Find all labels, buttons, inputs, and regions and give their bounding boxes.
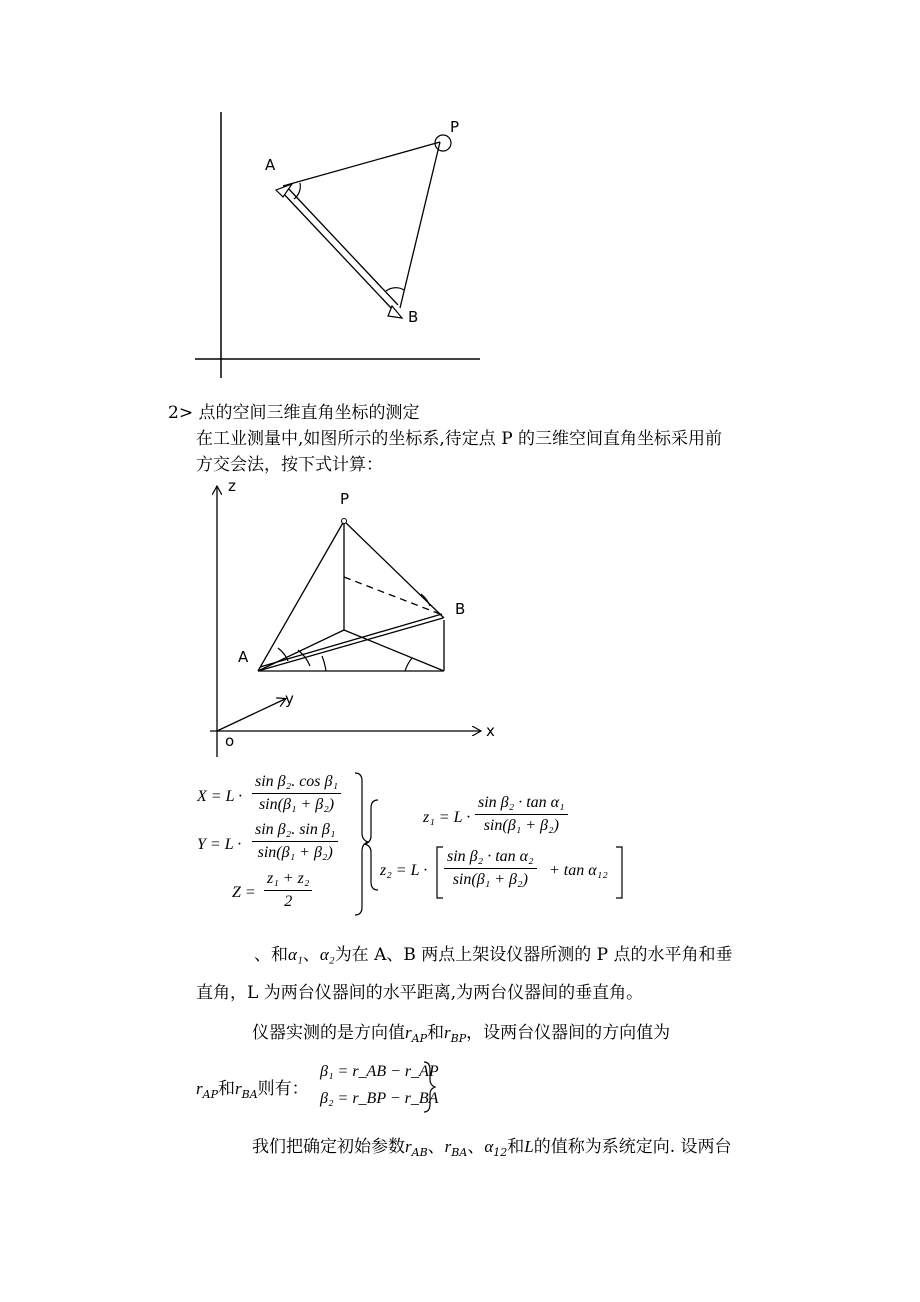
body-paragraph-2 (252, 1022, 670, 1050)
p3-r-ap-sub: AP (202, 1088, 218, 1101)
body-paragraph-1-line-2: 直角，L 为两台仪器间的水平距离,为两台仪器间的垂直角。 (196, 983, 644, 1003)
p4-and: 和 (507, 1137, 525, 1157)
formula-x-lhs: X = L · (197, 788, 243, 805)
p4-sep1: 、 (427, 1137, 445, 1157)
section-heading: 2> 点的空间三维直角坐标的测定 (168, 403, 420, 423)
p1-text-a: 、和 (254, 945, 288, 965)
paragraph-line-1: 在工业测量中,如图所示的坐标系,待定点 P 的三维空间直角坐标采用前 (196, 429, 723, 449)
label-p2: P (340, 490, 350, 508)
formula-z2-tail: + tan α₁₂ (549, 862, 608, 879)
formula-z2-denominator: sin(β₁ + β₂) (452, 871, 528, 888)
formula-z1-numerator: sin β₂ · tan α₁ (475, 794, 568, 815)
formula-y-lhs: Y = L · (197, 836, 242, 853)
body-paragraph-3 (196, 1078, 309, 1106)
paragraph-line-2: 方交会法，按下式计算： (196, 455, 383, 475)
p4-text-a: 我们把确定初始参数 (252, 1137, 405, 1157)
p2-r-ap: r (405, 1023, 412, 1042)
formula-z-numerator: z₁ + z₂ (264, 870, 312, 891)
label-o: o (225, 732, 235, 750)
p3-r-ba-sub: BA (241, 1088, 258, 1101)
p4-r-ab-sub: AB (411, 1146, 428, 1159)
label-p: P (450, 118, 460, 136)
formula-y-denominator: sin(β₁ + β₂) (257, 844, 333, 861)
p4-L: L (524, 1137, 534, 1156)
label-b: B (408, 308, 419, 326)
formula-z1-lhs: z₁ = L · (423, 809, 471, 826)
formula-z-lhs: Z = (232, 884, 256, 901)
p3-then: 则有： (257, 1079, 309, 1099)
beta1-equation: β₁ = r_AB − r_AP (320, 1063, 439, 1080)
body-paragraph-4 (252, 1136, 732, 1164)
formula-z1-denominator: sin(β₁ + β₂) (483, 817, 559, 834)
p1-alpha1: α₁ (288, 945, 303, 964)
p4-r-ba: r (444, 1137, 452, 1156)
p2-and: 和 (426, 1023, 444, 1043)
p2-r-bp: r (443, 1023, 451, 1042)
beta2-equation: β₂ = r_BP − r_BA (320, 1090, 439, 1107)
p1-alpha2: α₂ (319, 945, 335, 964)
body-paragraph-1-line-1 (254, 944, 733, 966)
formula-z2-fraction (444, 848, 537, 889)
formula-x-denominator: sin(β₁ + β₂) (258, 796, 335, 813)
p3-r-ba: r (234, 1079, 242, 1098)
label-y: y (285, 690, 294, 708)
formula-y-numerator: sin β₂. sin β₁ (252, 821, 338, 842)
label-a2: A (238, 648, 249, 666)
p4-alpha-sub: 12 (493, 1146, 508, 1159)
p1-text-b: 为在 A、B 两点上架设仪器所测的 P 点的水平角和垂 (334, 945, 733, 965)
formula-z1-fraction (475, 794, 568, 835)
p2-r-ap-sub: AP (411, 1032, 427, 1045)
p4-r-ab: r (405, 1137, 412, 1156)
p2-text-a: 仪器实测的是方向值 (252, 1023, 405, 1043)
p2-text-b: ，设两台仪器间的方向值为 (466, 1023, 671, 1043)
p2-r-bp-sub: BP (450, 1032, 467, 1045)
label-b2: B (455, 600, 466, 618)
formula-z2-numerator: sin β₂ · tan α₂ (444, 848, 537, 869)
label-z: z (228, 477, 236, 495)
formula-z-denominator: 2 (284, 893, 293, 910)
p3-r-ap: r (196, 1079, 203, 1098)
p4-alpha: α (484, 1137, 494, 1156)
p4-r-ba-sub: BA (451, 1146, 468, 1159)
p3-and: 和 (217, 1079, 235, 1099)
label-a: A (265, 156, 276, 174)
formula-x-numerator: sin β₂. cos β₁ (252, 773, 341, 794)
label-x: x (486, 722, 495, 740)
p1-sep: 、 (302, 945, 320, 965)
p4-sep2: 、 (467, 1137, 485, 1157)
formula-z2-lhs: z₂ = L · (380, 862, 428, 879)
p4-text-b: 的值称为系统定向. 设两台 (533, 1137, 732, 1157)
